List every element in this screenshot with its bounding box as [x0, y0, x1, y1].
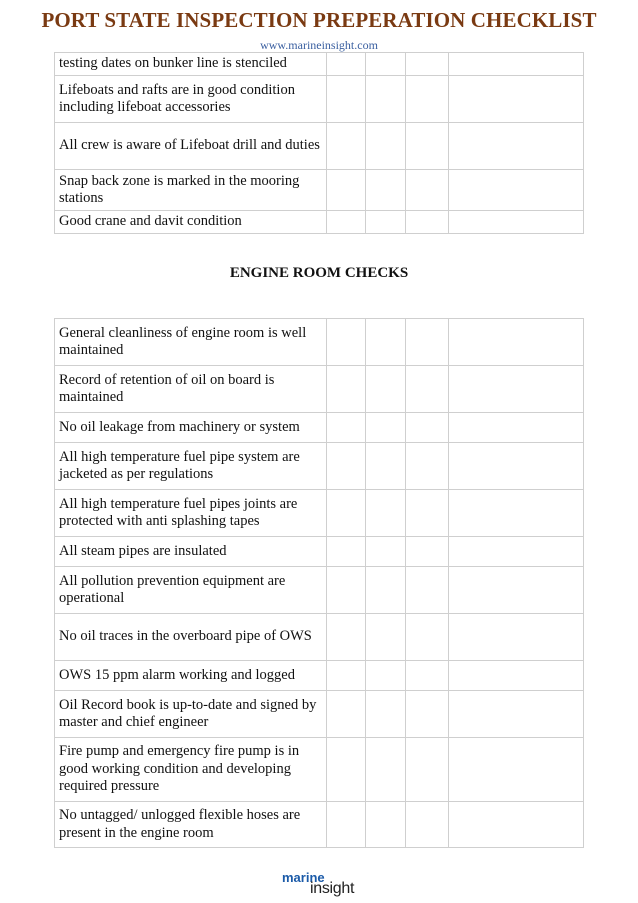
check-cell: [405, 490, 449, 537]
checklist-item-text: Good crane and davit condition: [55, 211, 327, 234]
marine-insight-logo: [282, 870, 362, 900]
check-cell: [327, 691, 366, 738]
checklist-item-text: Lifeboats and rafts are in good condition including lifeboat accessories: [55, 76, 327, 123]
check-cell: [405, 123, 449, 170]
table-row: [55, 170, 584, 211]
check-cell: [327, 366, 366, 413]
remarks-cell: [449, 802, 584, 848]
checklist-item-text: Fire pump and emergency fire pump is in good working condition and developing required pressure: [55, 738, 327, 802]
check-cell: [365, 170, 405, 211]
check-cell: [327, 738, 366, 802]
table-row: [55, 661, 584, 691]
checklist-item-text: No oil leakage from machinery or system: [55, 413, 327, 443]
check-cell: [327, 614, 366, 661]
check-cell: [365, 413, 405, 443]
check-cell: [327, 211, 366, 234]
remarks-cell: [449, 661, 584, 691]
remarks-cell: [449, 691, 584, 738]
check-cell: [405, 211, 449, 234]
check-cell: [365, 76, 405, 123]
table-row: [55, 319, 584, 366]
remarks-cell: [449, 567, 584, 614]
remarks-cell: [449, 614, 584, 661]
checklist-item-text: No untagged/ unlogged flexible hoses are present in the engine room: [55, 802, 327, 848]
check-cell: [327, 123, 366, 170]
checklist-item-text: Record of retention of oil on board is maintained: [55, 366, 327, 413]
check-cell: [405, 614, 449, 661]
remarks-cell: [449, 738, 584, 802]
check-cell: [405, 802, 449, 848]
checklist-table-engine-room: [54, 318, 584, 848]
table-row: [55, 614, 584, 661]
check-cell: [405, 366, 449, 413]
check-cell: [327, 661, 366, 691]
logo-insight-text: insight: [310, 880, 355, 897]
checklist-item-text: Snap back zone is marked in the mooring stations: [55, 170, 327, 211]
remarks-cell: [449, 490, 584, 537]
remarks-cell: [449, 319, 584, 366]
checklist-item-text: All high temperature fuel pipe system are jacketed as per regulations: [55, 443, 327, 490]
remarks-cell: [449, 443, 584, 490]
remarks-cell: [449, 170, 584, 211]
check-cell: [365, 738, 405, 802]
check-cell: [405, 691, 449, 738]
table-row: [55, 802, 584, 848]
check-cell: [405, 443, 449, 490]
checklist-item-text: testing dates on bunker line is stenciled: [55, 53, 327, 76]
check-cell: [405, 567, 449, 614]
check-cell: [327, 53, 366, 76]
checklist-table-deck: [54, 52, 584, 234]
website-url[interactable]: www.marineinsight.com: [260, 38, 378, 52]
section-heading-engine-room: ENGINE ROOM CHECKS: [229, 265, 409, 281]
table-row: [55, 413, 584, 443]
check-cell: [365, 490, 405, 537]
checklist-item-text: All steam pipes are insulated: [55, 537, 327, 567]
check-cell: [327, 802, 366, 848]
table-row: [55, 691, 584, 738]
check-cell: [365, 661, 405, 691]
table-row: [55, 490, 584, 537]
remarks-cell: [449, 537, 584, 567]
check-cell: [405, 738, 449, 802]
check-cell: [327, 170, 366, 211]
check-cell: [365, 614, 405, 661]
checklist-item-text: General cleanliness of engine room is well maintained: [55, 319, 327, 366]
remarks-cell: [449, 366, 584, 413]
remarks-cell: [449, 76, 584, 123]
check-cell: [327, 537, 366, 567]
checklist-item-text: All pollution prevention equipment are operational: [55, 567, 327, 614]
checklist-item-text: OWS 15 ppm alarm working and logged: [55, 661, 327, 691]
check-cell: [327, 413, 366, 443]
remarks-cell: [449, 53, 584, 76]
check-cell: [405, 170, 449, 211]
check-cell: [405, 413, 449, 443]
checklist-item-text: All high temperature fuel pipes joints are protected with anti splashing tapes: [55, 490, 327, 537]
table-row: [55, 366, 584, 413]
check-cell: [405, 537, 449, 567]
check-cell: [405, 661, 449, 691]
table-row: [55, 53, 584, 76]
checklist-item-text: No oil traces in the overboard pipe of OWS: [55, 614, 327, 661]
check-cell: [327, 567, 366, 614]
check-cell: [327, 76, 366, 123]
check-cell: [365, 443, 405, 490]
checklist-item-text: All crew is aware of Lifeboat drill and duties: [55, 123, 327, 170]
table-row: [55, 211, 584, 234]
check-cell: [365, 53, 405, 76]
check-cell: [405, 53, 449, 76]
check-cell: [365, 211, 405, 234]
check-cell: [365, 319, 405, 366]
check-cell: [365, 691, 405, 738]
check-cell: [365, 366, 405, 413]
check-cell: [405, 319, 449, 366]
table-row: [55, 76, 584, 123]
check-cell: [365, 537, 405, 567]
check-cell: [365, 802, 405, 848]
table-row: [55, 443, 584, 490]
table-row: [55, 123, 584, 170]
check-cell: [327, 490, 366, 537]
checklist-item-text: Oil Record book is up-to-date and signed by master and chief engineer: [55, 691, 327, 738]
table-row: [55, 567, 584, 614]
table-row: [55, 537, 584, 567]
check-cell: [365, 123, 405, 170]
page-title: PORT STATE INSPECTION PREPERATION CHECKLIST: [41, 8, 597, 32]
logo-marine-text: marine: [282, 870, 325, 885]
check-cell: [365, 567, 405, 614]
remarks-cell: [449, 413, 584, 443]
remarks-cell: [449, 123, 584, 170]
check-cell: [327, 443, 366, 490]
remarks-cell: [449, 211, 584, 234]
check-cell: [405, 76, 449, 123]
check-cell: [327, 319, 366, 366]
table-row: [55, 738, 584, 802]
